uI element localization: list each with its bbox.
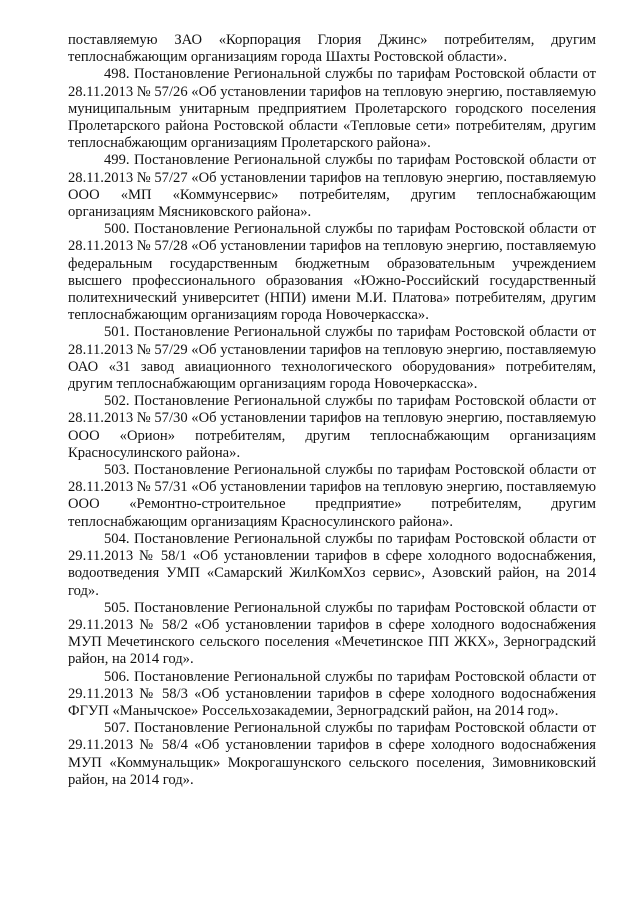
paragraph-item-500: 500. Постановление Региональной службы по тарифам Ростовской области от 28.11.2013 № 57/28 «Об установлении тарифов на тепловую энергию, поставляемую федеральным государственным бюджетным образовательным учреждением высшего профессионального образования «Южно-Российский государственный политехнический университет (НПИ) имени М.И. Платова» потребителям, другим теплоснабжающим организациям города Новочеркасска». — [68, 221, 596, 324]
paragraph-item-502: 502. Постановление Региональной службы по тарифам Ростовской области от 28.11.2013 № 57/30 «Об установлении тарифов на тепловую энергию, поставляемую ООО «Орион» потребителям, другим теплоснабжающим организациям Красносулинского района». — [68, 393, 596, 461]
paragraph-continuation: поставляемую ЗАО «Корпорация Глория Джинс» потребителям, другим теплоснабжающим организациям города Шахты Ростовской области». — [68, 32, 596, 66]
document-page — [68, 32, 596, 789]
paragraph-item-506: 506. Постановление Региональной службы по тарифам Ростовской области от 29.11.2013 № 58/3 «Об установлении тарифов в сфере холодного водоснабжения ФГУП «Манычское» Россельхозакадемии, Зерноградский район, на 2014 год». — [68, 668, 596, 719]
paragraph-item-504: 504. Постановление Региональной службы по тарифам Ростовской области от 29.11.2013 № 58/1 «Об установлении тарифов в сфере холодного водоснабжения, водоотведения УМП «Самарский ЖилКомХоз сервис», Азовский район, на 2014 год». — [68, 530, 596, 599]
paragraph-item-499: 499. Постановление Региональной службы по тарифам Ростовской области от 28.11.2013 № 57/27 «Об установлении тарифов на тепловую энергию, поставляемую ООО «МП «Коммунсервис» потребителям, другим теплоснабжающим организациям Мясниковского района». — [68, 152, 596, 221]
paragraph-item-505: 505. Постановление Региональной службы по тарифам Ростовской области от 29.11.2013 № 58/2 «Об установлении тарифов в сфере холодного водоснабжения МУП Мечетинского сельского поселения «Мечетинское ПП ЖКХ», Зерноградский район, на 2014 год». — [68, 599, 596, 668]
paragraph-item-507: 507. Постановление Региональной службы по тарифам Ростовской области от 29.11.2013 № 58/4 «Об установлении тарифов в сфере холодного водоснабжения МУП «Коммунальщик» Мокрогашунского сельского поселения, Зимовниковский район, на 2014 год». — [68, 720, 596, 788]
paragraph-item-503: 503. Постановление Региональной службы по тарифам Ростовской области от 28.11.2013 № 57/31 «Об установлении тарифов на тепловую энергию, поставляемую ООО «Ремонтно-строительное предприятие» потребителям, другим теплоснабжающим организациям Красносулинского района». — [68, 462, 596, 530]
paragraph-item-501: 501. Постановление Региональной службы по тарифам Ростовской области от 28.11.2013 № 57/29 «Об установлении тарифов на тепловую энергию, поставляемую ОАО «31 завод авиационного технологического оборудования» потребителям, другим теплоснабжающим организациям города Новочеркасска». — [68, 324, 596, 393]
paragraph-item-498: 498. Постановление Региональной службы по тарифам Ростовской области от 28.11.2013 № 57/26 «Об установлении тарифов на тепловую энергию, поставляемую муниципальным унитарным предприятием Пролетарского городского поселения Пролетарского района Ростовской области «Тепловые сети» потребителям, другим теплоснабжающим организациям Пролетарского района». — [68, 66, 596, 152]
